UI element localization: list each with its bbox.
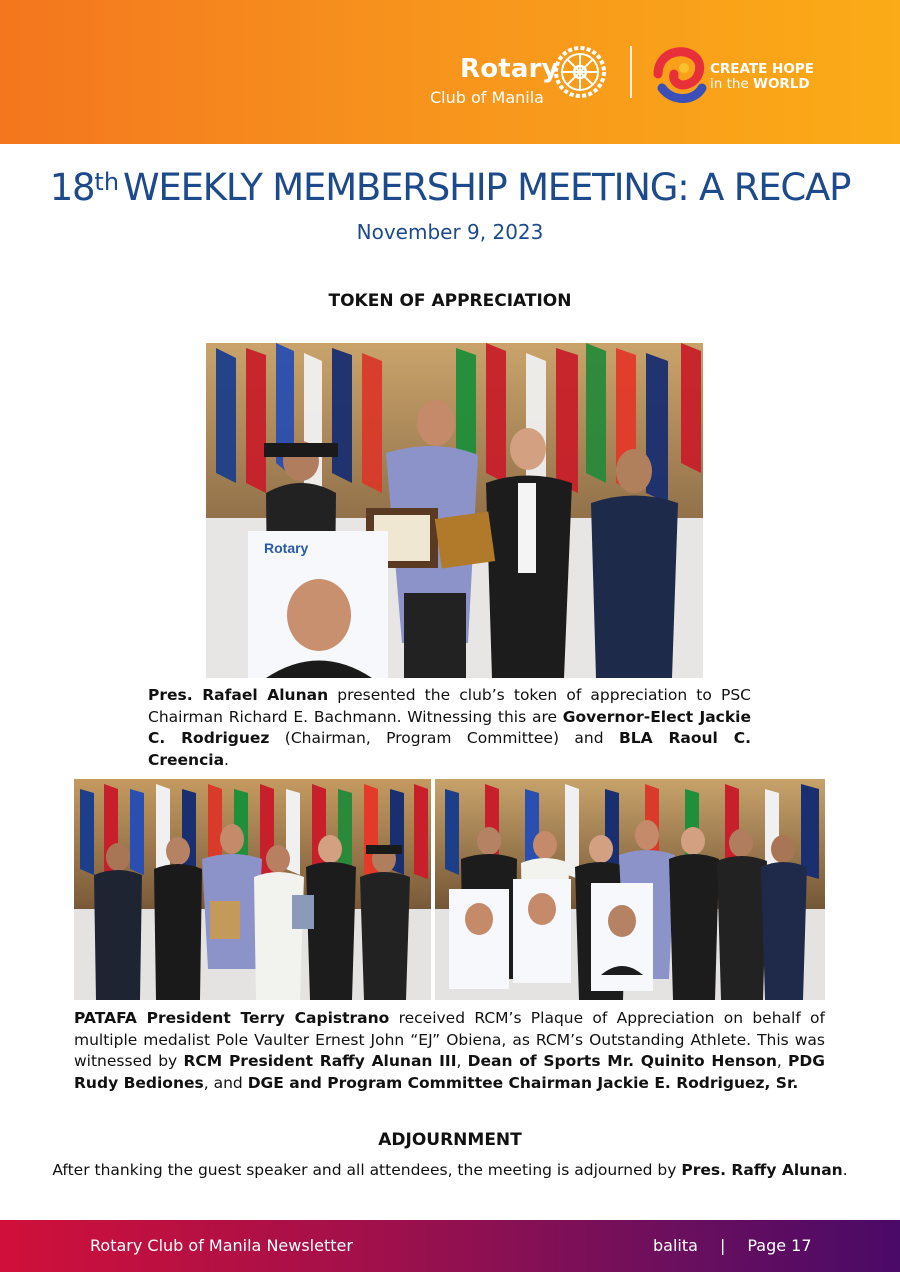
caption-token: Pres. Rafael Alunan presented the club’s token of appreciation to PSC Chairman Richard E. Bachmann. Witnessing this are Governor-Elect Jackie C. Rodriguez (Chairman, Program Committee) and BLA Raoul C. Creencia.	[148, 686, 751, 769]
section-heading-adjournment: ADJOURNMENT	[378, 1130, 522, 1150]
footer-right	[653, 1236, 812, 1255]
photo-plaque-presentation	[74, 779, 431, 1000]
banner-rotary-text: Rotary	[264, 540, 309, 556]
photo-token-of-appreciation	[206, 343, 703, 678]
page-footer	[0, 1220, 900, 1272]
photo-group-with-banners	[435, 779, 825, 1000]
page-header	[0, 0, 900, 144]
section-heading-token: TOKEN OF APPRECIATION	[328, 291, 572, 311]
adjournment-text: After thanking the guest speaker and all attendees, the meeting is adjourned by Pres. Raffy Alunan.	[52, 1161, 848, 1179]
page-number: Page 17	[747, 1236, 812, 1255]
caption-patafa: PATAFA President Terry Capistrano received RCM’s Plaque of Appreciation on behalf of multiple medalist Pole Vaulter Ernest John “EJ” Obiena, as RCM’s Outstanding Athlete. This was witnessed by RCM President Raffy Alunan III, Dean of Sports Mr. Quinito Henson, PDG Rudy Bediones, and DGE and Program Committee Chairman Jackie E. Rodriguez, Sr.	[74, 1009, 825, 1092]
header-divider	[630, 46, 632, 98]
newsletter-name: Rotary Club of Manila Newsletter	[90, 1236, 353, 1255]
meeting-date: November 9, 2023	[356, 220, 544, 244]
hope-tagline-line1: CREATE HOPE	[710, 61, 814, 77]
rotary-wheel-icon	[552, 44, 608, 100]
rotary-wordmark: Rotary	[460, 54, 559, 84]
page-title: 18th WEEKLY MEMBERSHIP MEETING: A RECAP	[49, 166, 851, 209]
hope-tagline-line2: in the WORLD	[710, 76, 810, 92]
footer-separator: |	[719, 1236, 726, 1255]
rotary-club-name: Club of Manila	[430, 88, 544, 107]
create-hope-logo-icon	[650, 44, 708, 106]
publication-name: balita	[653, 1236, 698, 1255]
